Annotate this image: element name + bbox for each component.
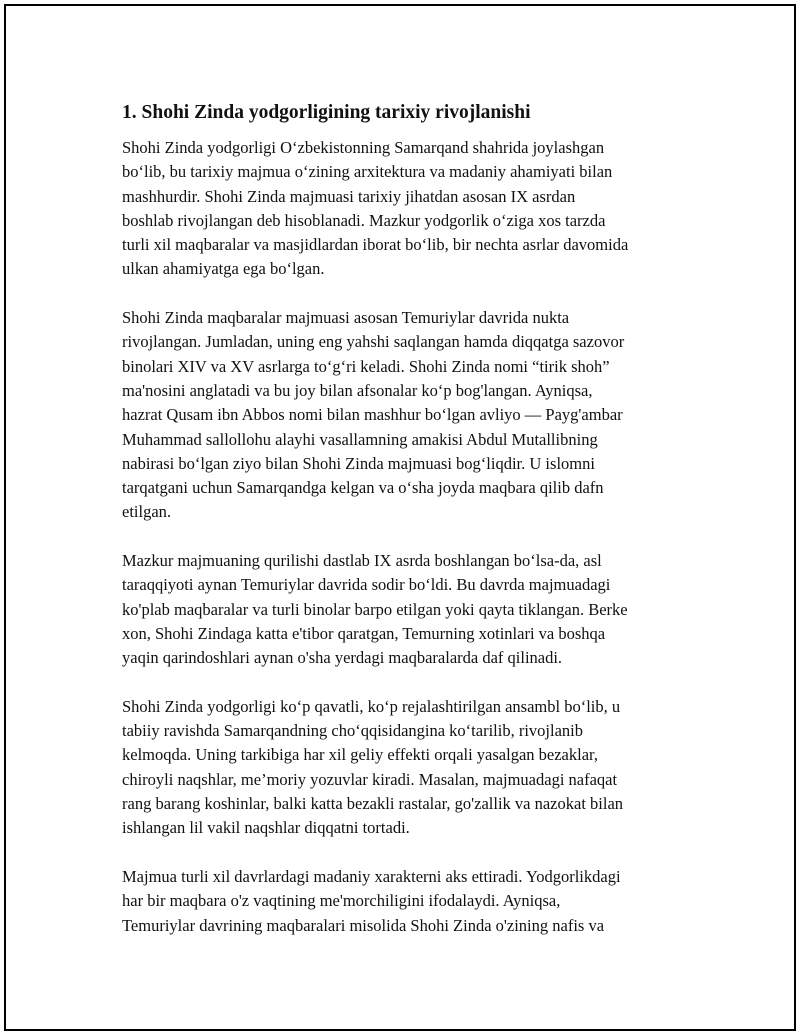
paragraph-line: Temuriylar davrining maqbaralari misolida Shohi Zinda o'zining nafis va (122, 915, 605, 935)
paragraph-line: kelmoqda. Uning tarkibiga har xil geliy effekti orqali yasalgan bezaklar, (122, 745, 598, 765)
paragraph-line: Mazkur majmuaning qurilishi dastlab IX asrda boshlangan bo‘lsa-da, asl (122, 551, 602, 571)
paragraph-line: Majmua turli xil davrlardagi madaniy xarakterni aks ettiradi. Yodgorlikdagi (122, 866, 621, 886)
paragraph-line: taraqqiyoti aynan Temuriylar davrida sodir bo‘ldi. Bu davrda majmuadagi (122, 575, 611, 595)
paragraph-line: Muhammad sallollohu alayhi vasallamning amakisi Abdul Mutallibning (122, 429, 598, 449)
paragraph (122, 549, 694, 670)
paragraph (122, 136, 694, 282)
paragraph-line: hazrat Qusam ibn Abbos nomi bilan mashhur bo‘lgan avliyo — Payg'ambar (122, 405, 623, 425)
paragraph-line: ishlangan lil vakil naqshlar diqqatni tortadi. (122, 818, 410, 838)
paragraph-line: ma'nosini anglatadi va bu joy bilan afsonalar ko‘p bog'langan. Ayniqsa, (122, 380, 593, 400)
section-heading: 1. Shohi Zinda yodgorligining tarixiy rivojlanishi (122, 102, 531, 123)
paragraph-list (122, 136, 694, 938)
paragraph-line: yaqin qarindoshlari aynan o'sha yerdagi maqbaralarda daf qilinadi. (122, 648, 563, 668)
paragraph-line: rang barang koshinlar, balki katta bezakli rastalar, go'zallik va nazokat bilan (122, 794, 624, 814)
paragraph-line: ko'plab maqbaralar va turli binolar barpo etilgan yoki qayta tiklangan. Berke (122, 599, 628, 619)
paragraph-line: mashhurdir. Shohi Zinda majmuasi tarixiy jihatdan asosan IX asrdan (122, 186, 576, 206)
paragraph-line: Shohi Zinda yodgorligi ko‘p qavatli, ko‘p rejalashtirilgan ansambl bo‘lib, u (122, 696, 621, 716)
paragraph-line: etilgan. (122, 502, 172, 522)
paragraph (122, 695, 694, 841)
paragraph (122, 865, 694, 938)
paragraph-line: tarqatgani uchun Samarqandga kelgan va o‘sha joyda maqbara qilib dafn (122, 478, 604, 498)
paragraph-line: turli xil maqbaralar va masjidlardan iborat bo‘lib, bir nechta asrlar davomida (122, 235, 629, 255)
paragraph-line: ulkan ahamiyatga ega bo‘lgan. (122, 259, 325, 279)
paragraph-line: xon, Shohi Zindaga katta e'tibor qaratgan, Temurning xotinlari va boshqa (122, 623, 606, 643)
document-body (122, 100, 694, 962)
paragraph-line: bo‘lib, bu tarixiy majmua o‘zining arxitektura va madaniy ahamiyati bilan (122, 162, 613, 182)
paragraph-line: binolari XIV va XV asrlarga to‘g‘ri keladi. Shohi Zinda nomi “tirik shoh” (122, 356, 610, 376)
page-frame (4, 4, 796, 1031)
paragraph-line: rivojlangan. Jumladan, uning eng yahshi saqlangan hamda diqqatga sazovor (122, 332, 625, 352)
paragraph-line: chiroyli naqshlar, me’moriy yozuvlar kiradi. Masalan, majmuadagi nafaqat (122, 769, 618, 789)
paragraph-line: boshlab rivojlangan deb hisoblanadi. Mazkur yodgorlik o‘ziga xos tarzda (122, 210, 606, 230)
paragraph-line: Shohi Zinda yodgorligi O‘zbekistonning Samarqand shahrida joylashgan (122, 138, 605, 157)
paragraph-line: har bir maqbara o'z vaqtining me'morchiligini ifodalaydi. Ayniqsa, (122, 891, 561, 911)
paragraph-line: tabiiy ravishda Samarqandning cho‘qqisidangina ko‘tarilib, rivojlanib (122, 721, 583, 741)
paragraph (122, 306, 694, 525)
paragraph-line: nabirasi bo‘lgan ziyo bilan Shohi Zinda majmuasi bog‘liqdir. U islomni (122, 453, 595, 473)
paragraph-line: Shohi Zinda maqbaralar majmuasi asosan Temuriylar davrida nukta (122, 308, 570, 328)
